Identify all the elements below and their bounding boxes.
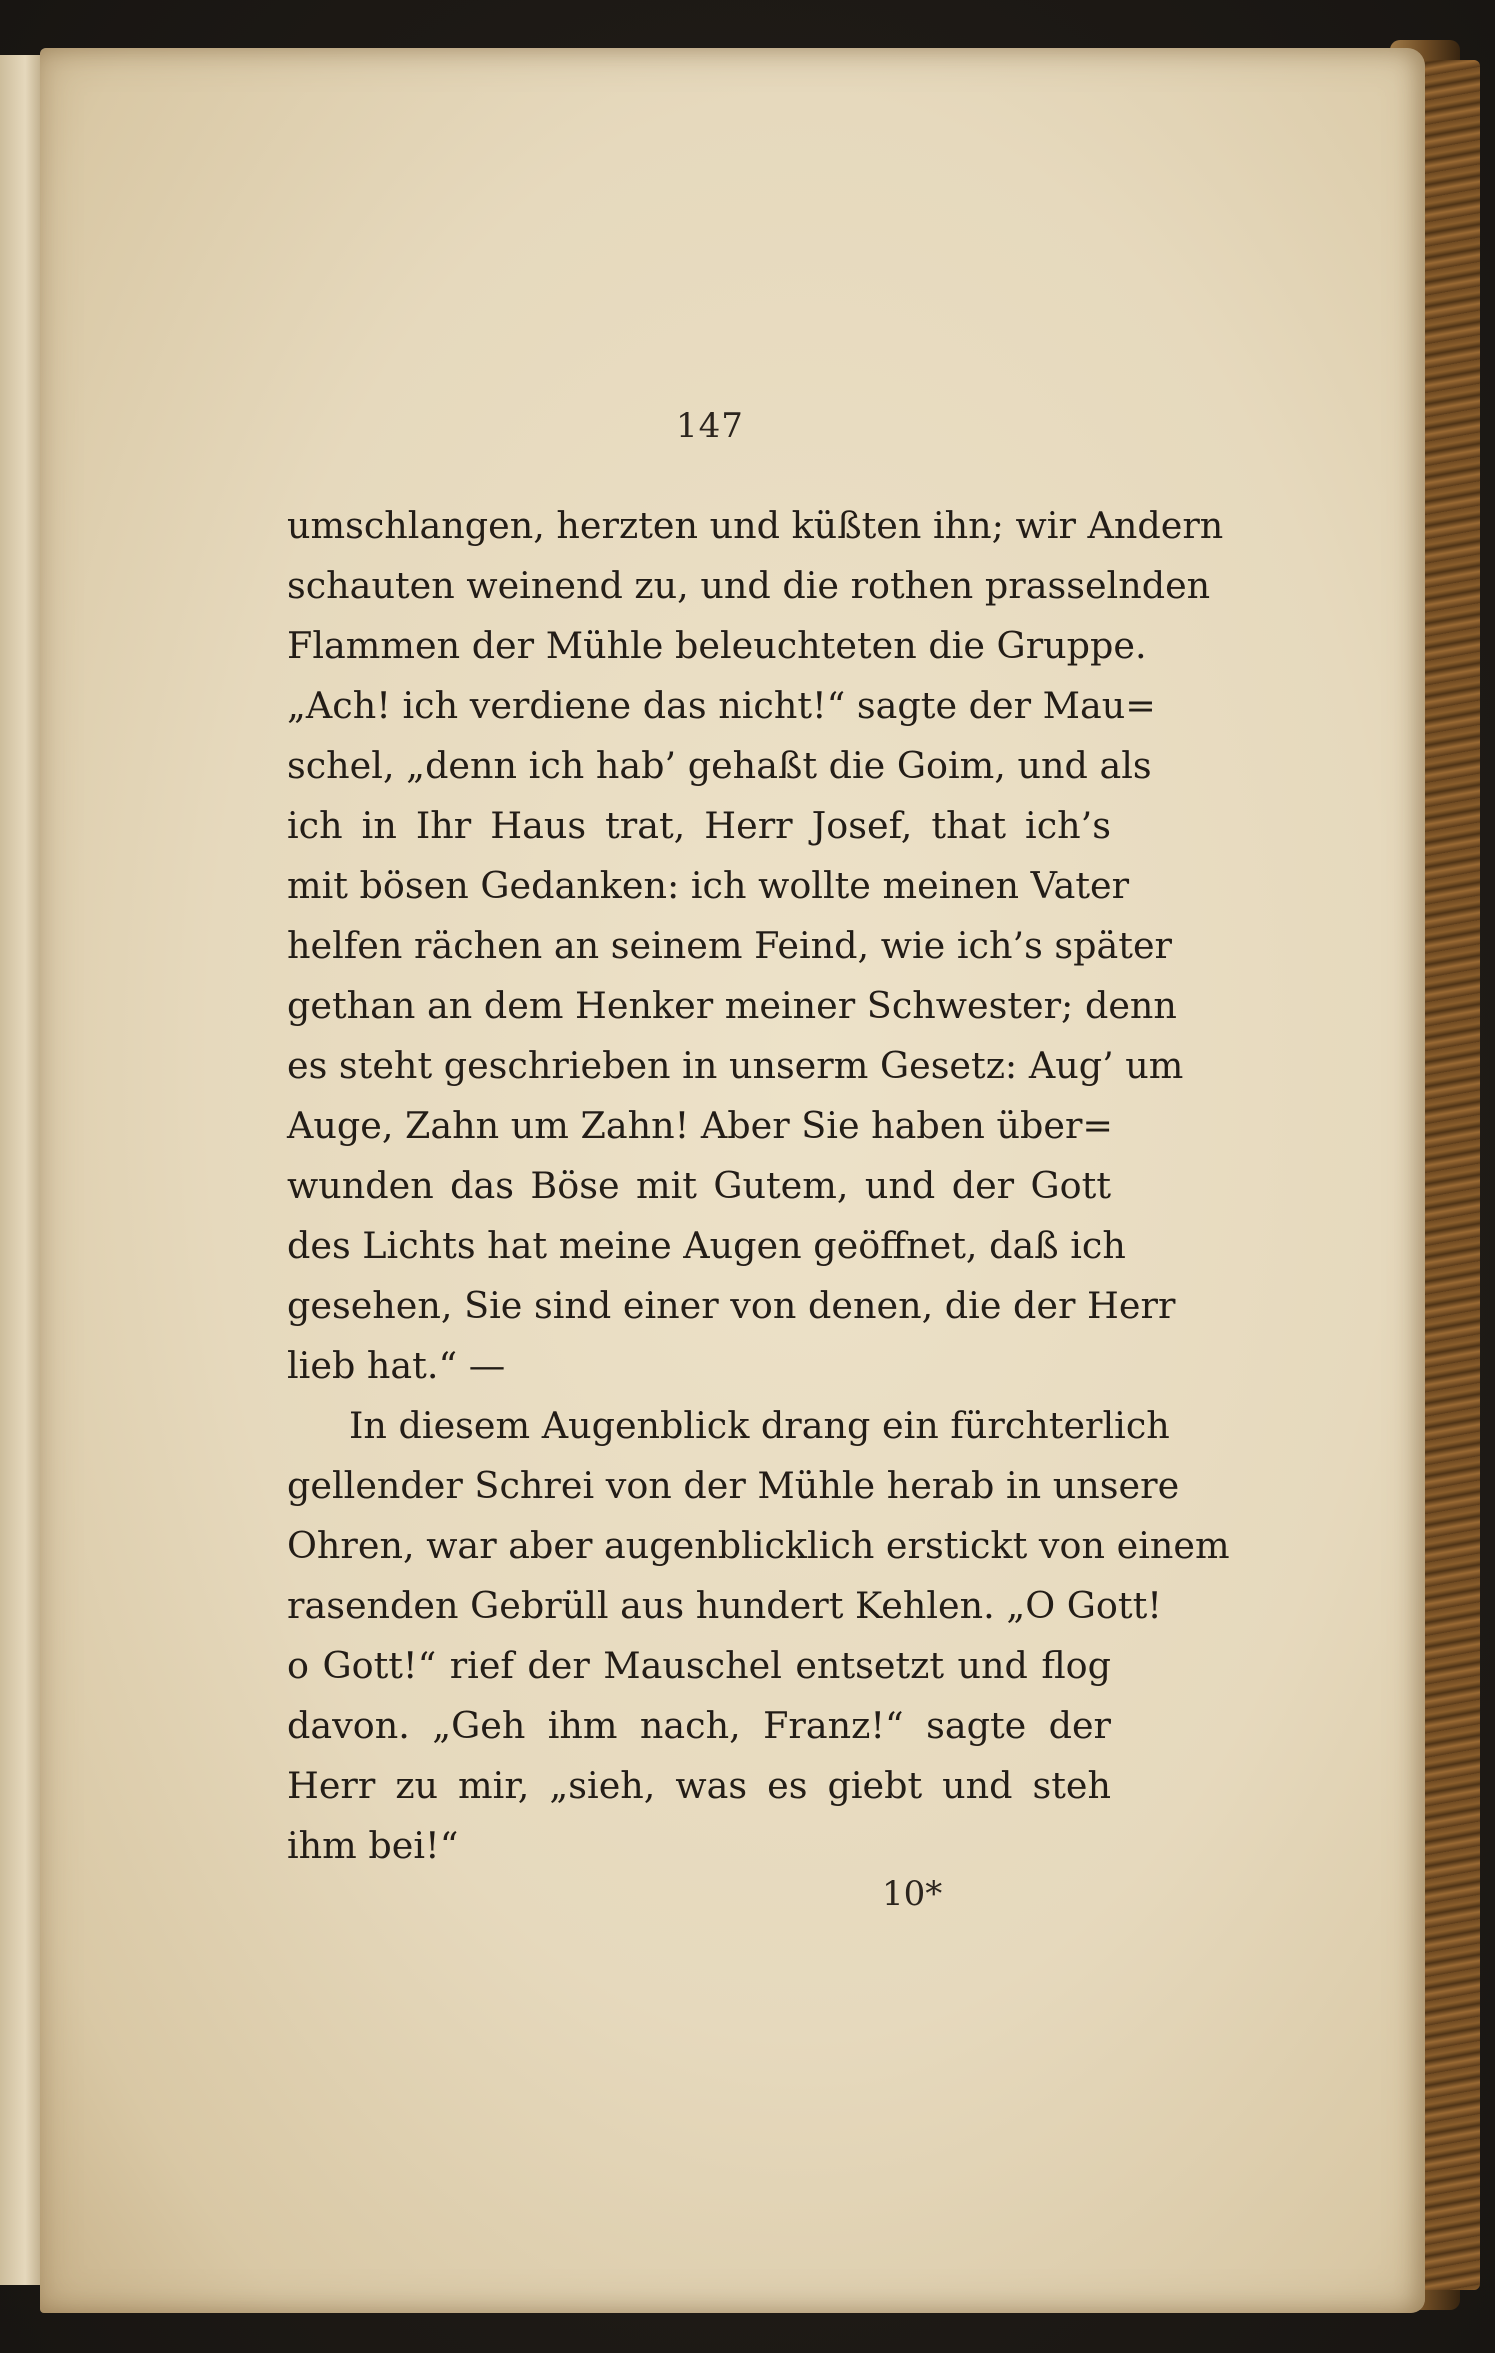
text-line: In diesem Augenblick drang ein fürchterlich (349, 1404, 1170, 1447)
text-line: gesehen, Sie sind einer von denen, die der Herr (287, 1284, 1176, 1327)
paragraph (287, 1396, 1230, 1876)
text-line: davon. „Geh ihm nach, Franz!“ sagte der (287, 1704, 1111, 1747)
text-line: umschlangen, herzten und küßten ihn; wir Andern (287, 504, 1224, 547)
text-line: mit bösen Gedanken: ich wollte meinen Vater (287, 864, 1130, 907)
page-number: 147 (676, 406, 744, 446)
text-line: schauten weinend zu, und die rothen prasselnden (287, 564, 1211, 607)
text-line: lieb hat.“ — (287, 1344, 506, 1387)
text-line: gellender Schrei von der Mühle herab in unsere (287, 1464, 1180, 1507)
text-line: es steht geschrieben in unserm Gesetz: Aug’ um (287, 1044, 1184, 1087)
text-line: Flammen der Mühle beleuchteten die Gruppe. (287, 624, 1147, 667)
text-line: gethan an dem Henker meiner Schwester; denn (287, 984, 1177, 1027)
text-line: „Ach! ich verdiene das nicht!“ sagte der Mau= (287, 684, 1156, 727)
text-line: helfen rächen an seinem Feind, wie ich’s später (287, 924, 1173, 967)
text-line: ihm bei!“ (287, 1824, 459, 1867)
text-line: Herr zu mir, „sieh, was es giebt und steh (287, 1764, 1111, 1807)
text-line: Ohren, war aber augenblicklich erstickt von einem (287, 1524, 1230, 1567)
book-page (40, 48, 1425, 2313)
left-page-edge (0, 55, 44, 2285)
text-line: wunden das Böse mit Gutem, und der Gott (287, 1164, 1111, 1207)
text-body (287, 496, 1230, 1876)
text-line: des Lichts hat meine Augen geöffnet, daß ich (287, 1224, 1126, 1267)
paragraph (287, 496, 1224, 1396)
text-line: o Gott!“ rief der Mauschel entsetzt und flog (287, 1644, 1111, 1687)
text-line: rasenden Gebrüll aus hundert Kehlen. „O Gott! (287, 1584, 1162, 1627)
signature-mark: 10* (882, 1874, 943, 1914)
text-line: Auge, Zahn um Zahn! Aber Sie haben über= (287, 1104, 1114, 1147)
text-line: schel, „denn ich hab’ gehaßt die Goim, und als (287, 744, 1152, 787)
text-line: ich in Ihr Haus trat, Herr Josef, that ich’s (287, 804, 1111, 847)
